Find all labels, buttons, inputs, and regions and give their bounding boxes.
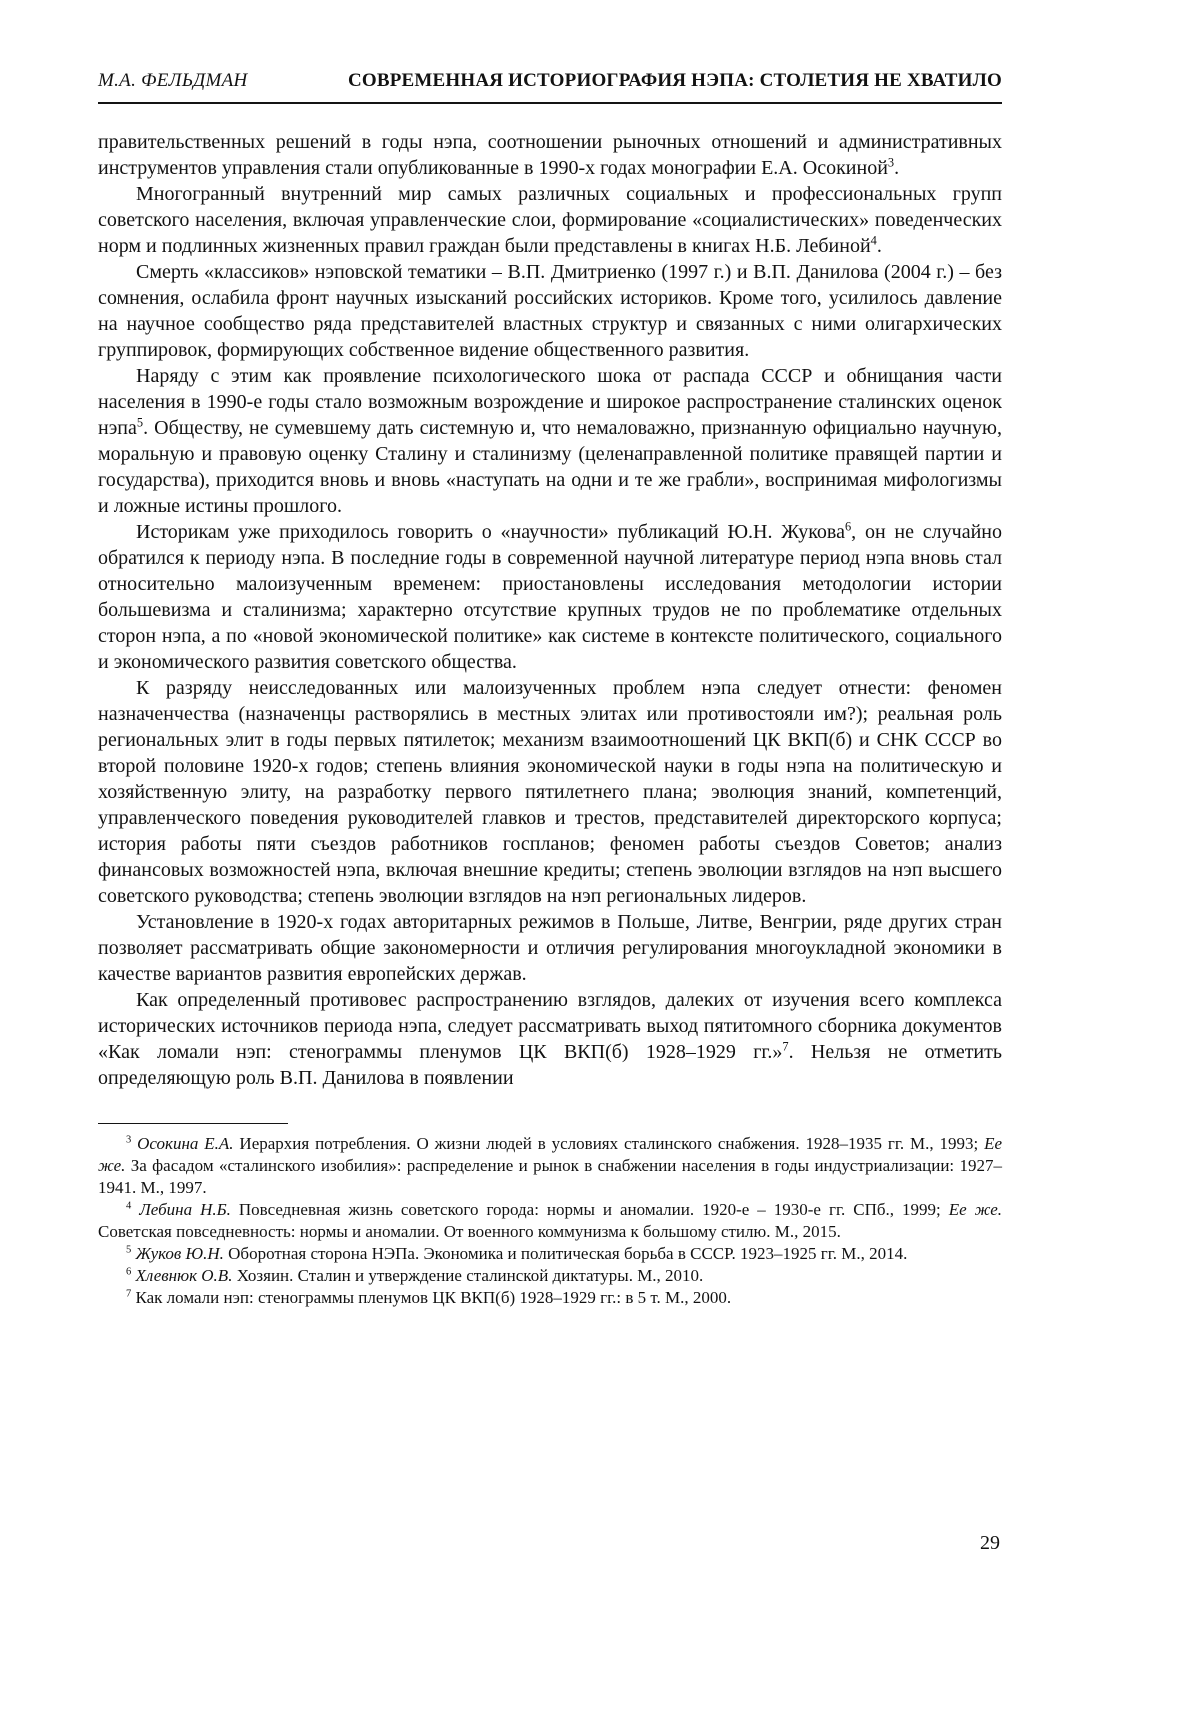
text-run: Как ломали нэп: стенограммы пленумов ЦК ВКП(б) 1928–1929 гг.: в 5 т. М., 2000. — [131, 1288, 732, 1307]
paragraph — [98, 519, 1002, 675]
footnote-reference: 6 — [126, 1266, 132, 1278]
text-run: Жуков Ю.Н. — [135, 1244, 224, 1263]
paragraph — [98, 259, 1002, 363]
text-run: Ее же. — [948, 1200, 1003, 1219]
text-run: Повседневная жизнь советского города: нормы и аномалии. 1920-е – 1930-е гг. СПб., 1999; — [230, 1200, 949, 1219]
paragraph — [98, 987, 1002, 1091]
page-content — [98, 70, 1002, 1309]
text-run: Многогранный внутренний мир самых различных социальных и профессиональных групп советского населения, включая управленческие слои, формирование «социалистических» поведенческих норм и подлинных жизненных правил граждан были представлены в книгах Н.Б. Лебиной — [98, 183, 1002, 257]
footnote-reference: 3 — [126, 1134, 132, 1146]
text-run: Ее же. — [98, 1134, 1002, 1175]
footnote-reference: 4 — [870, 233, 877, 248]
footnote-reference: 6 — [844, 519, 852, 534]
footnotes-list — [98, 1133, 1002, 1309]
footnote-reference: 3 — [887, 155, 895, 170]
text-run: К разряду неисследованных или малоизученных проблем нэпа следует отнести: феномен назначенчества (назначенцы растворялись в местных элитах или противостояли им?); реальная роль региональных элит в годы первых пятилеток; механизм взаимоотношений ЦК ВКП(б) и СНК СССР во второй половине 1920-х годов; степень влияния экономической науки в годы нэпа на политическую и хозяйственную элиту, на разработку первого пятилетнего плана; эволюция знаний, компетенций, управленческого поведения руководителей главков и трестов, представителей директорского корпуса; история работы пяти съездов работников госпланов; феномен работы съездов Советов; анализ финансовых возможностей нэпа, включая внешние кредиты; степень эволюции взглядов на нэп высшего советского руководства; степень эволюции взглядов на нэп региональных лидеров. — [98, 677, 1002, 907]
text-run: Как определенный противовес распространению взглядов, далеких от изучения всего комплекса исторических источников периода нэпа, следует рассматривать выход пятитомного сборника документов «Как ломали нэп: стенограммы пленумов ЦК ВКП(б) 1928–1929 гг.» — [98, 989, 1002, 1063]
footnote — [98, 1287, 1002, 1309]
footnote — [98, 1199, 1002, 1243]
text-run: Наряду с этим как проявление психологического шока от распада СССР и обнищания части населения в 1990-е годы стало возможным возрождение и широкое распространение сталинских оценок нэпа — [98, 365, 1002, 439]
text-run: Лебина Н.Б. — [139, 1200, 231, 1219]
footnote-reference: 4 — [126, 1200, 132, 1212]
footnote-reference: 5 — [136, 415, 144, 430]
text-run: Хозяин. Сталин и утверждение сталинской диктатуры. М., 2010. — [232, 1266, 704, 1285]
text-run: правительственных решений в годы нэпа, соотношении рыночных отношений и административных инструментов управления стали опубликованные в 1990-х годах монографии Е.А. Осокиной — [98, 131, 1002, 179]
paragraph — [98, 181, 1002, 259]
text-run: Установление в 1920-х годах авторитарных режимов в Польше, Литве, Венгрии, ряде других стран позволяет рассматривать общие закономерности и отличия регулирования многоукладной экономики в качестве вариантов развития европейских держав. — [98, 911, 1002, 985]
running-author: М.А. ФЕЛЬДМАН — [98, 70, 248, 91]
footnote-reference: 5 — [126, 1244, 132, 1256]
text-run: , он не случайно обратился к периоду нэпа. В последние годы в современной научной литературе период нэпа вновь стал относительно малоизученным временем: приостановлены исследования методологии истории большевизма и сталинизма; характерно отсутствие крупных трудов не по проблематике отдельных сторон нэпа, а по «новой экономической политике» как системе в контексте политического, социального и экономического развития советского общества. — [98, 521, 1002, 673]
footnote-reference: 7 — [782, 1039, 789, 1054]
page-number: 29 — [980, 1532, 1000, 1554]
text-run: Советская повседневность: нормы и аномалии. От военного коммунизма к большому стилю. М., 2015. — [98, 1222, 841, 1241]
text-run: . Обществу, не сумевшему дать системную и, что немаловажно, признанную официально научную, моральную и правовую оценку Сталину и сталинизму (целенаправленной политике правящей партии и государства), приходится вновь и вновь «наступать на одни и те же грабли», воспринимая мифологизмы и ложные истины прошлого. — [98, 417, 1002, 517]
text-run: Оборотная сторона НЭПа. Экономика и политическая борьба в СССР. 1923–1925 гг. М., 2014. — [223, 1244, 908, 1263]
text-run: Смерть «классиков» нэповской тематики – В.П. Дмитриенко (1997 г.) и В.П. Данилова (2004 г.) – без сомнения, ослабила фронт научных изысканий российских историков. Кроме того, усилилось давление на научное сообщество ряда представителей властных структур и связанных с ними олигархических группировок, формирующих собственное видение общественного развития. — [98, 261, 1002, 361]
footnote-reference: 7 — [126, 1288, 132, 1300]
footnote-separator — [98, 1123, 288, 1124]
text-run: Историкам уже приходилось говорить о «научности» публикаций Ю.Н. Жукова — [136, 521, 845, 543]
text-run: Иерархия потребления. О жизни людей в условиях сталинского снабжения. 1928–1935 гг. М., 1993; — [233, 1134, 985, 1153]
paragraph — [98, 129, 1002, 181]
paragraph — [98, 909, 1002, 987]
text-run: За фасадом «сталинского изобилия»: распределение и рынок в снабжении населения в годы индустриализации: 1927–1941. М., 1997. — [98, 1156, 1002, 1197]
body-paragraphs — [98, 129, 1002, 1091]
footnote — [98, 1265, 1002, 1287]
running-title: СОВРЕМЕННАЯ ИСТОРИОГРАФИЯ НЭПА: СТОЛЕТИЯ НЕ ХВАТИЛО — [347, 70, 1002, 91]
page-header — [98, 70, 1002, 104]
text-run: . Нельзя не отметить определяющую роль В.П. Данилова в появлении — [98, 1041, 1002, 1089]
text-run: Хлевнюк О.В. — [135, 1266, 233, 1285]
footnote — [98, 1133, 1002, 1199]
paragraph — [98, 363, 1002, 519]
text-run: . — [876, 235, 882, 257]
text-run: . — [894, 157, 900, 179]
text-run: Осокина Е.А. — [137, 1134, 234, 1153]
footnote — [98, 1243, 1002, 1265]
paragraph — [98, 675, 1002, 909]
